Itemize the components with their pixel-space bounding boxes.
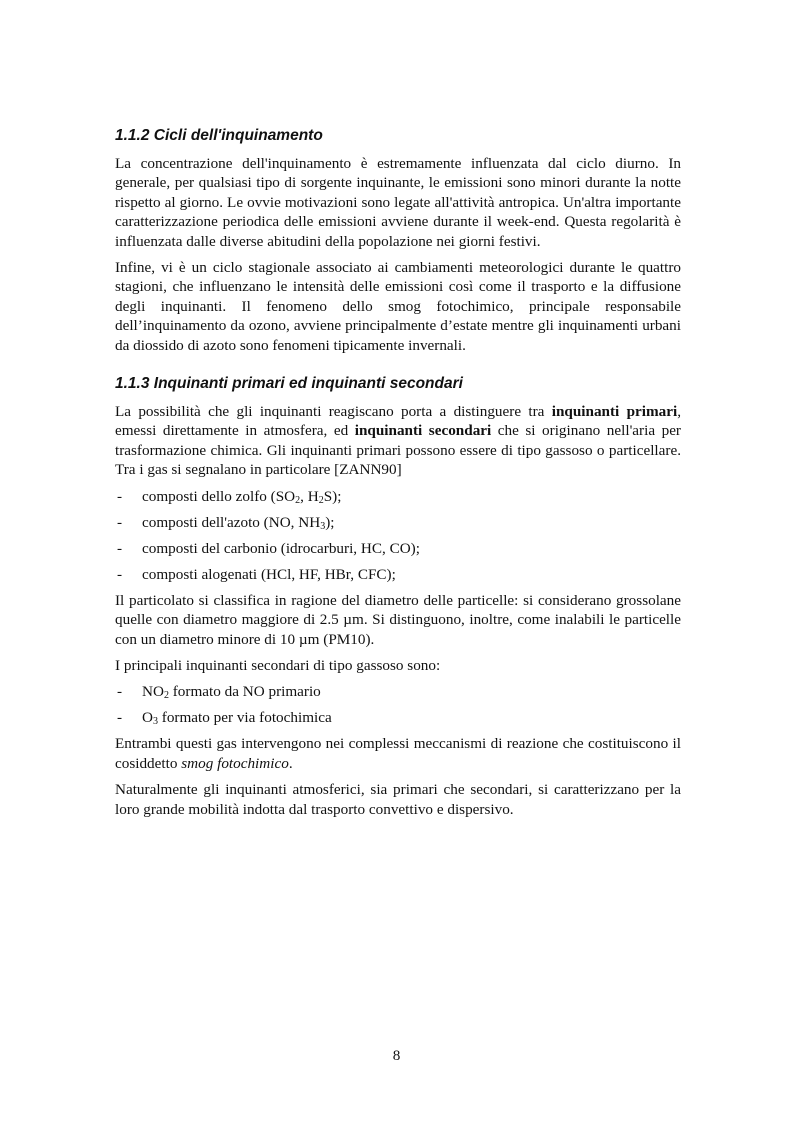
paragraph-mobilita: Naturalmente gli inquinanti atmosferici, sia primari che secondari, si caratterizzano per la loro grande mobilità indotta dal trasporto convettivo e dispersivo. (115, 781, 681, 818)
paragraph-secondari-intro: I principali inquinanti secondari di tipo gassoso sono: (115, 656, 441, 674)
primary-gases-list (115, 487, 681, 584)
secondary-gases-list (115, 682, 681, 727)
section-heading-cicli: 1.1.2 Cicli dell'inquinamento (115, 127, 323, 144)
list-item: - composti alogenati (HCl, HF, HBr, CFC); (117, 565, 396, 583)
document-page (115, 126, 681, 826)
term-inquinanti-secondari: inquinanti secondari (354, 422, 492, 440)
paragraph-smog-fotochimico: Entrambi questi gas intervengono nei complessi meccanismi di reazione che costituiscono il cosiddetto smog fotochimico. (115, 735, 681, 772)
term-inquinanti-primari: inquinanti primari (551, 403, 678, 421)
list-item: - composti del carbonio (idrocarburi, HC, CO); (117, 539, 420, 557)
paragraph-particolato: Il particolato si classifica in ragione del diametro delle particelle: si considerano grossolane quelle con diametro maggiore di 2.5 µm. Si distinguono, inoltre, come inalabili le particelle con un diametro minore di 10 µm (PM10). (115, 591, 681, 648)
list-item: - $NO_2$ formato da NO primario (117, 683, 321, 702)
paragraph-ciclo-stagionale: Infine, vi è un ciclo stagionale associato ai cambiamenti meteorologici durante le quattro stagioni, che influenzano le intensità delle emissioni così come il trasporto e la diffusione degli inquinanti. Il fenomeno dello smog fotochimico, principale responsabile dell’inquinamento da ozono, avviene principalmente d’estate mentre gli inquinamenti urbani da diossido di azoto sono fenomeni tipicamente invernali. (115, 259, 681, 354)
list-item: - composti dello zolfo ($SO_2$, $H_2S$); (117, 487, 342, 506)
paragraph-primari-secondari: La possibilità che gli inquinanti reagiscano porta a distinguere tra inquinanti primari, emessi direttamente in atmosfera, ed inquinanti secondari che si originano nell'aria per trasformazione chimica. Gli inquinanti primari possono essere di tipo gassoso o particellare. Tra i gas si segnalano in particolare [ZANN90] (115, 403, 681, 479)
list-item: - $O_3$ formato per via fotochimica (117, 709, 332, 728)
list-item: - composti dell'azoto (NO, $NH_3$); (117, 513, 335, 532)
section-heading-inquinanti: 1.1.3 Inquinanti primari ed inquinanti secondari (115, 375, 463, 393)
term-smog-fotochimico: smog fotochimico (181, 754, 289, 772)
paragraph-ciclo-diurno: La concentrazione dell'inquinamento è estremamente influenzata dal ciclo diurno. In generale, per qualsiasi tipo di sorgente inquinante, le emissioni sono minori durante la notte rispetto al giorno. Le ovvie motivazioni sono legate all'attività antropica. Un'altra importante caratterizzazione periodica delle emissioni avviene durante il week-end. Questa regolarità è influenzata dalle diverse abitudini della popolazione nei giorni festivi. (115, 155, 681, 250)
page-number: 8 (392, 1047, 401, 1064)
